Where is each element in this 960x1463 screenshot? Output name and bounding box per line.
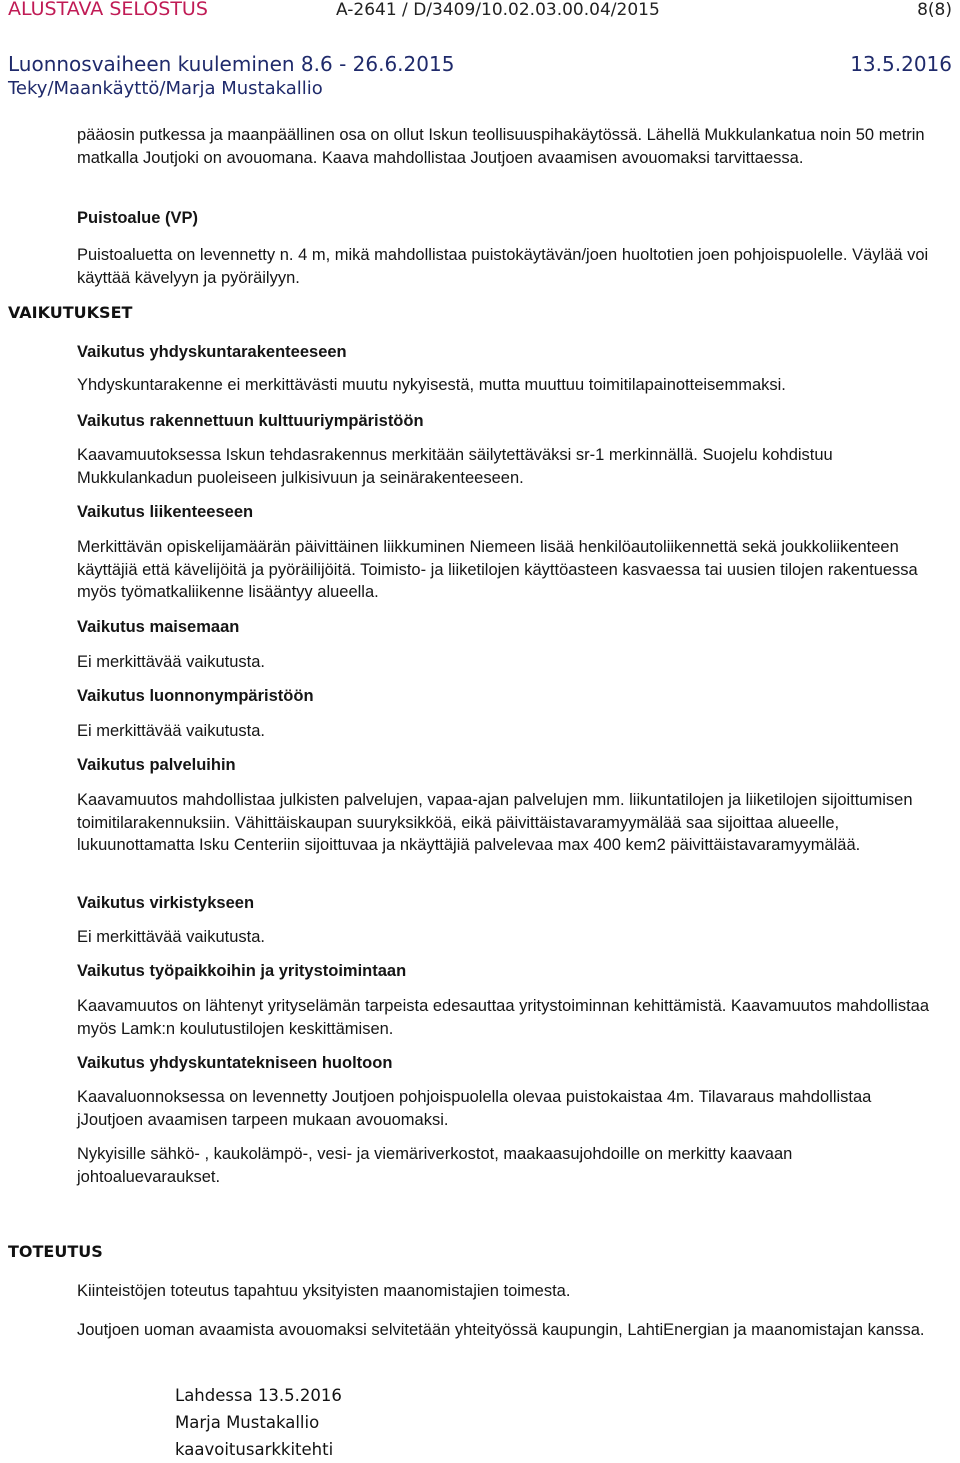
- text-implementation-1: Kiinteistöjen toteutus tapahtuu yksityisten maanomistajien toimesta.: [77, 1282, 571, 1300]
- text-services: Kaavamuutos mahdollistaa julkisten palvelujen, vapaa-ajan palvelujen mm. liikuntatilojen ja liiketilojen sijoittumisen toimitilarakennuksiin. Vähittäiskaupan suuryksikköä, eikä päivittäistavaramyymälää saa sijoittaa alueelle, lukuunottamatta Isku Centeriin sijoittuvaa ja nkäyttäjiä palvelevaa max 400 kem2 päivittäistavaramyymälää.: [77, 791, 913, 854]
- text-nature: Ei merkittävää vaikutusta.: [77, 722, 265, 740]
- heading-community-structure: Vaikutus yhdyskuntarakenteeseen: [77, 343, 347, 361]
- park-paragraph: Puistoaluetta on levennetty n. 4 m, mikä mahdollistaa puistokäytävän/joen huoltotien joen pohjoispuolelle. Väylää voi käyttää kävelyyn ja pyöräilyyn.: [77, 246, 929, 287]
- page-header: [0, 0, 960, 24]
- section-label-impacts: VAIKUTUKSET: [8, 303, 133, 322]
- heading-landscape: Vaikutus maisemaan: [77, 618, 240, 636]
- text-landscape: Ei merkittävää vaikutusta.: [77, 653, 265, 671]
- header-phase-row: [0, 52, 960, 78]
- signature-place-date: Lahdessa 13.5.2016: [175, 1386, 342, 1405]
- signature-block: [175, 1382, 342, 1463]
- phase-title: Luonnosvaiheen kuuleminen 8.6 - 26.6.2015: [8, 52, 455, 76]
- text-recreation: Ei merkittävää vaikutusta.: [77, 928, 265, 946]
- text-cultural-environment: Kaavamuutoksessa Iskun tehdasrakennus merkitään säilytettäväksi sr-1 merkinnällä. Suojelu kohdistuu Mukkulankadun puoleiseen julkisivuun ja seinärakenteeseen.: [77, 446, 833, 487]
- text-implementation-2: Joutjoen uoman avaamista avouomaksi selvitetään yhteityössä kaupungin, LahtiEnergian ja maanomistajan kanssa.: [77, 1321, 925, 1339]
- author-line: Teky/Maankäyttö/Marja Mustakallio: [8, 78, 323, 99]
- text-traffic: Merkittävän opiskelijamäärän päivittäinen liikkuminen Niemeen lisää henkilöautoliikennettä sekä joukkoliikenteen käyttäjiä että kävelijöitä ja pyöräilijöitä. Toimisto- ja liiketilojen käyttöasteen kasvaessa tai uusien tilojen rakentuessa myös työmatkaliikenne lisääntyy alueella.: [77, 538, 918, 601]
- heading-recreation: Vaikutus virkistykseen: [77, 894, 255, 912]
- intro-text: pääosin putkessa ja maanpäällinen osa on ollut Iskun teollisuuspihakäytössä. Lähellä Mukkulankatua noin 50 metrin matkalla Joutjoki on avouomana. Kaava mahdollistaa Joutjoen avaamisen avouomaksi tarvittaessa.: [77, 126, 925, 167]
- document-status: ALUSTAVA SELOSTUS: [8, 0, 208, 20]
- park-heading: Puistoalue (VP): [77, 209, 199, 227]
- heading-infrastructure: Vaikutus yhdyskuntatekniseen huoltoon: [77, 1054, 393, 1072]
- heading-services: Vaikutus palveluihin: [77, 756, 236, 774]
- document-date: 13.5.2016: [850, 52, 952, 76]
- intro-paragraph: [77, 124, 937, 169]
- heading-traffic: Vaikutus liikenteeseen: [77, 503, 254, 521]
- heading-jobs: Vaikutus työpaikkoihin ja yritystoimintaan: [77, 962, 407, 980]
- document-reference: A-2641 / D/3409/10.02.03.00.04/2015: [336, 0, 660, 20]
- section-label-implementation: TOTEUTUS: [8, 1242, 103, 1261]
- page-number: 8(8): [917, 0, 952, 20]
- signature-title: kaavoitusarkkitehti: [175, 1440, 334, 1459]
- heading-cultural-environment: Vaikutus rakennettuun kulttuuriympäristöön: [77, 412, 424, 430]
- heading-nature: Vaikutus luonnonympäristöön: [77, 687, 314, 705]
- text-infrastructure-2: Nykyisille sähkö- , kaukolämpö-, vesi- ja viemäriverkostot, maakaasujohdoille on merkitty kaavaan johtoaluevaraukset.: [77, 1145, 793, 1186]
- signature-name: Marja Mustakallio: [175, 1413, 320, 1432]
- text-infrastructure-1: Kaavaluonnoksessa on levennetty Joutjoen pohjoispuolella olevaa puistokaistaa 4m. Tilavaraus mahdollistaa jJoutjoen avaamisen tarpeen mukaan avouomaksi.: [77, 1088, 872, 1129]
- text-community-structure: Yhdyskuntarakenne ei merkittävästi muutu nykyisestä, mutta muuttuu toimitilapainotteisemmaksi.: [77, 376, 786, 394]
- text-jobs: Kaavamuutos on lähtenyt yrityselämän tarpeista edesauttaa yritystoiminnan kehittämistä. Kaavamuutos mahdollistaa myös Lamk:n koulutustilojen keskittämisen.: [77, 997, 930, 1038]
